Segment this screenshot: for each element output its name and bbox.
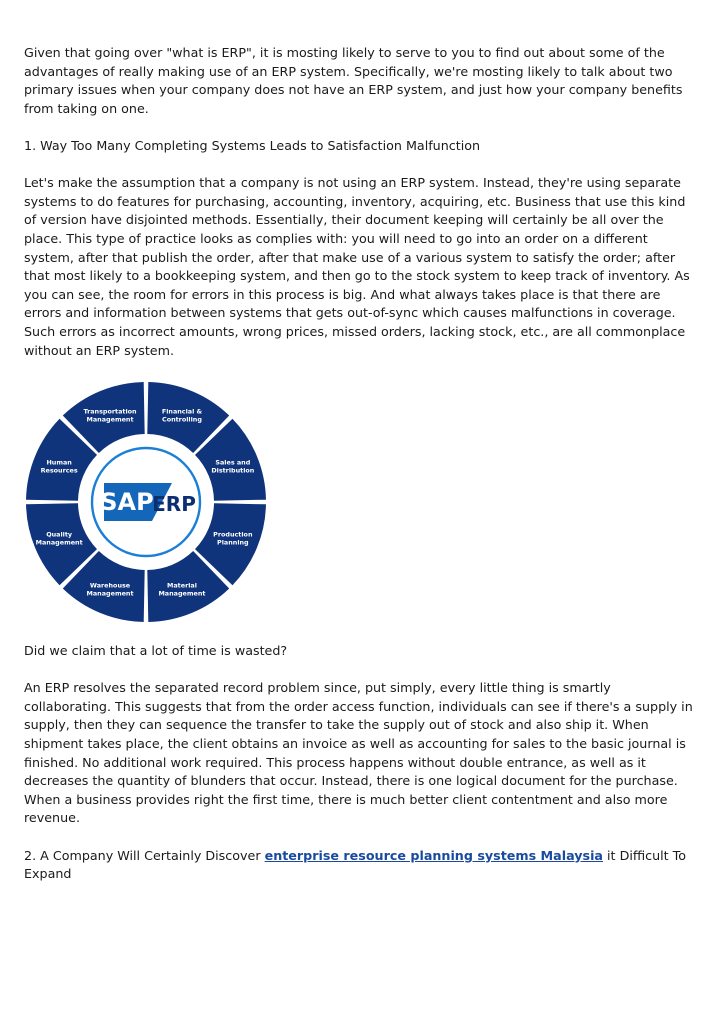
heading-2-prefix: 2. A Company Will Certainly Discover xyxy=(24,847,265,863)
module-label: Quality Management xyxy=(35,530,83,547)
section-heading-2 xyxy=(24,847,696,884)
paragraph-1: Let's make the assumption that a company is not using an ERP system. Instead, they're using separate systems to do features for purchasing, accounting, inventory, acquiring, etc. Business that use this kind of version have disjointed methods. Essentially, their document keeping will certainly be all over the place. This type of practice looks as complies with: you will need to go into an order on a different system, after that publish the order, after that make use of a various system to satisfy the order; after that most likely to a bookkeeping system, and then go to the stock system to keep track of inventory. As you can see, the room for errors in this process is big. And what always takes place is that there are errors and information between systems that gets out-of-sync which causes malfunctions in coverage. Such errors as incorrect amounts, wrong prices, missed orders, lacking stock, etc., are all commonplace without an ERP system. xyxy=(24,175,690,358)
sap-erp-modules-diagram xyxy=(24,380,268,624)
question-line: Did we claim that a lot of time is wasted? xyxy=(24,643,288,659)
intro-paragraph: Given that going over "what is ERP", it is mosting likely to serve to you to find out about some of the advantages of really making use of an ERP system. Specifically, we're mosting likely to talk about two primary issues when your company does not have an ERP system, and just how your company benefits from taking on one. xyxy=(24,45,683,116)
erp-malaysia-link[interactable]: enterprise resource planning systems Malaysia xyxy=(264,847,603,863)
module-label: Material Management xyxy=(158,581,206,598)
erp-logo-text: ERP xyxy=(152,492,196,517)
module-label: Warehouse Management xyxy=(86,581,134,598)
section-heading-1: 1. Way Too Many Completing Systems Leads to Satisfaction Malfunction xyxy=(24,137,481,153)
heading-2-suffix: it Difficult To Expand xyxy=(24,847,687,882)
sap-logo-text: SAP xyxy=(100,488,154,517)
module-label: Transportation Management xyxy=(83,407,137,424)
paragraph-2: An ERP resolves the separated record problem since, put simply, every little thing is smartly collaborating. This suggests that from the order access function, individuals can see if there's a supply in supply, then they can sequence the transfer to take the supply out of stock and also ship it. When shipment takes place, the client obtains an invoice as well as accounting for sales to the basic journal is finished. No additional work required. This process happens without double entrance, as well as it decreases the quantity of blunders that occur. Instead, there is one logical document for the purchase. When a business provides right the first time, there is much better client contentment and also more revenue. xyxy=(24,680,693,826)
article-body xyxy=(24,44,696,884)
module-label: Human Resources xyxy=(40,458,78,475)
module-label: Sales and Distribution xyxy=(211,458,255,475)
module-label: Production Planning xyxy=(213,530,253,547)
module-label: Financial & Controlling xyxy=(161,407,203,424)
